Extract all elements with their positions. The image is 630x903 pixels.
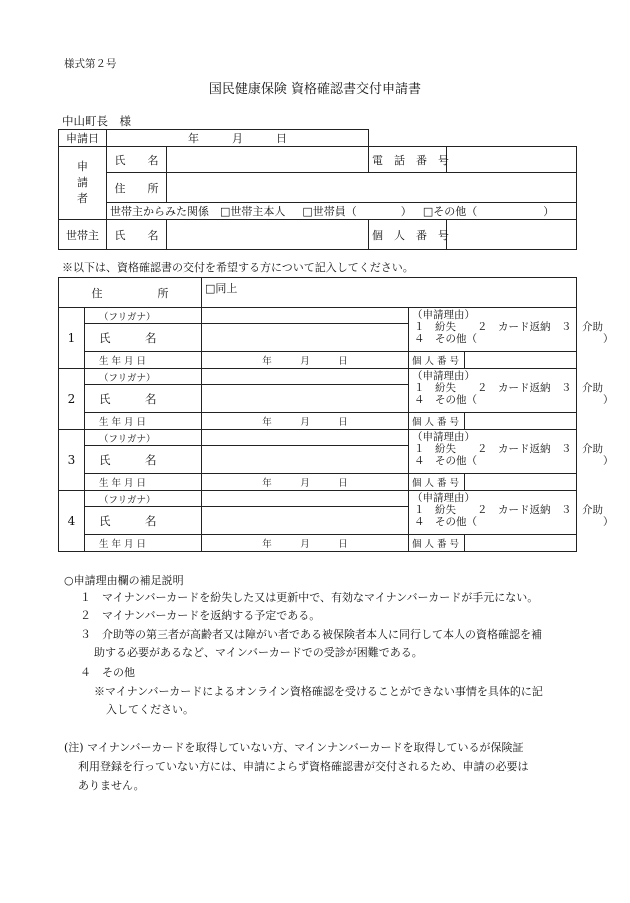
- reason-options-2[interactable]: ４ その他（ ）: [414, 394, 614, 406]
- relation-option-other[interactable]: □その他（ ）: [422, 205, 555, 218]
- member-name-label: 氏 名: [85, 507, 202, 535]
- relation-option-self[interactable]: □世帯主本人: [220, 205, 286, 218]
- apply-date-field[interactable]: 年 月 日: [107, 130, 369, 147]
- dob-field[interactable]: 年 月 日: [202, 352, 409, 369]
- member-name-field[interactable]: [202, 446, 409, 474]
- dob-field[interactable]: 年 月 日: [202, 474, 409, 491]
- personal-no-field[interactable]: [465, 352, 577, 369]
- member-address-field[interactable]: [202, 278, 577, 308]
- form-title: 国民健康保険 資格確認書交付申請書: [208, 82, 422, 97]
- dob-label: 生 年 月 日: [85, 535, 202, 552]
- householder-id-label: 個 人 番 号: [369, 220, 447, 250]
- note-item-4-detail: ※マイナンバーカードによるオンライン資格確認を受けることができない事情を具体的に記: [94, 685, 543, 698]
- reason-cell[interactable]: [409, 430, 614, 474]
- personal-no-label: 個 人 番 号: [409, 535, 465, 552]
- applicant-phone-field[interactable]: [447, 147, 577, 173]
- form-number: 様式第２号: [64, 58, 117, 70]
- householder-name-field[interactable]: [167, 220, 369, 250]
- notes-heading: ○申請理由欄の補足説明: [64, 574, 184, 587]
- applicant-name-field[interactable]: [167, 147, 369, 173]
- reason-title: （申請理由）: [412, 370, 475, 382]
- furigana-field[interactable]: [202, 308, 409, 324]
- furigana-label: （フリガナ）: [85, 369, 202, 385]
- householder-name-label: 氏 名: [107, 220, 167, 250]
- personal-no-label: 個 人 番 号: [409, 474, 465, 491]
- reason-options-2[interactable]: ４ その他（ ）: [414, 455, 614, 467]
- member-row-number: 4: [59, 491, 85, 552]
- furigana-field[interactable]: [202, 430, 409, 446]
- note-item-1: １ マイナンバーカードを紛失した又は更新中で、有効なマイナンバーカードが手元にない。: [80, 591, 539, 604]
- reason-cell[interactable]: [409, 369, 614, 413]
- personal-no-label: 個 人 番 号: [409, 352, 465, 369]
- relation-option-member[interactable]: □世帯員（ ）: [302, 205, 412, 218]
- applicant-label: 申請者: [59, 147, 107, 220]
- applicant-phone-label: 電 話 番 号: [369, 147, 447, 173]
- intro-note: ※以下は、資格確認書の交付を希望する方について記入してください。: [62, 261, 414, 274]
- dob-field[interactable]: 年 月 日: [202, 535, 409, 552]
- relation-label: 世帯主からみた関係: [110, 205, 209, 218]
- reason-options-2[interactable]: ４ その他（ ）: [414, 516, 614, 528]
- note-item-2: ２ マイナンバーカードを返納する予定である。: [80, 609, 321, 622]
- member-name-field[interactable]: [202, 507, 409, 535]
- householder-label: 世帯主: [59, 220, 107, 250]
- member-name-field[interactable]: [202, 324, 409, 352]
- reason-title: （申請理由）: [412, 492, 475, 504]
- note-item-4-detail-cont: 入してください。: [106, 703, 194, 716]
- note-item-3-cont: 助する必要があるなど、マインバーカードでの受診が困難である。: [94, 646, 423, 659]
- reason-options-1[interactable]: １ 紛失 ２ カード返納 ３ 介助: [414, 382, 603, 394]
- personal-no-field[interactable]: [465, 413, 577, 430]
- note-item-4: ４ その他: [80, 666, 135, 679]
- dob-label: 生 年 月 日: [85, 352, 202, 369]
- relation-row: [107, 203, 577, 220]
- note-item-3: ３ 介助等の第三者が高齢者又は障がい者である被保険者本人に同行して本人の資格確認を補: [80, 628, 542, 641]
- members-table: [58, 277, 614, 552]
- member-name-field[interactable]: [202, 385, 409, 413]
- footnote: [64, 738, 574, 795]
- dob-label: 生 年 月 日: [85, 474, 202, 491]
- footnote-line-3: ありません。: [78, 779, 145, 792]
- apply-date-label: 申請日: [59, 130, 107, 147]
- member-name-label: 氏 名: [85, 324, 202, 352]
- reason-options-1[interactable]: １ 紛失 ２ カード返納 ３ 介助: [414, 504, 603, 516]
- member-name-label: 氏 名: [85, 446, 202, 474]
- reason-options-2[interactable]: ４ その他（ ）: [414, 333, 614, 345]
- footnote-line-1: (注) マイナンバーカードを取得していない方、マインナンバーカードを取得しているが保険証: [64, 741, 524, 754]
- reason-title: （申請理由）: [412, 309, 475, 321]
- reason-options-1[interactable]: １ 紛失 ２ カード返納 ３ 介助: [414, 321, 603, 333]
- reason-cell[interactable]: [409, 308, 614, 352]
- dob-label: 生 年 月 日: [85, 413, 202, 430]
- dob-field[interactable]: 年 月 日: [202, 413, 409, 430]
- member-name-label: 氏 名: [85, 385, 202, 413]
- applicant-table: [58, 129, 577, 250]
- reason-options-1[interactable]: １ 紛失 ２ カード返納 ３ 介助: [414, 443, 603, 455]
- householder-id-field[interactable]: [447, 220, 577, 250]
- addressee: 中山町長 様: [62, 114, 131, 128]
- reason-title: （申請理由）: [412, 431, 475, 443]
- member-row-number: 3: [59, 430, 85, 491]
- furigana-label: （フリガナ）: [85, 491, 202, 507]
- furigana-label: （フリガナ）: [85, 430, 202, 446]
- furigana-field[interactable]: [202, 491, 409, 507]
- same-as-above-checkbox[interactable]: □同上: [205, 282, 238, 295]
- personal-no-label: 個 人 番 号: [409, 413, 465, 430]
- applicant-address-label: 住 所: [107, 173, 167, 203]
- member-row-number: 2: [59, 369, 85, 430]
- applicant-address-field[interactable]: [167, 173, 577, 203]
- member-row-number: 1: [59, 308, 85, 369]
- personal-no-field[interactable]: [465, 535, 577, 552]
- footnote-line-2: 利用登録を行っていない方には、申請によらず資格確認書が交付されるため、申請の必要は: [78, 760, 529, 773]
- personal-no-field[interactable]: [465, 474, 577, 491]
- member-address-label: 住 所: [59, 278, 202, 308]
- applicant-name-label: 氏 名: [107, 147, 167, 173]
- reason-cell[interactable]: [409, 491, 614, 535]
- furigana-field[interactable]: [202, 369, 409, 385]
- furigana-label: （フリガナ）: [85, 308, 202, 324]
